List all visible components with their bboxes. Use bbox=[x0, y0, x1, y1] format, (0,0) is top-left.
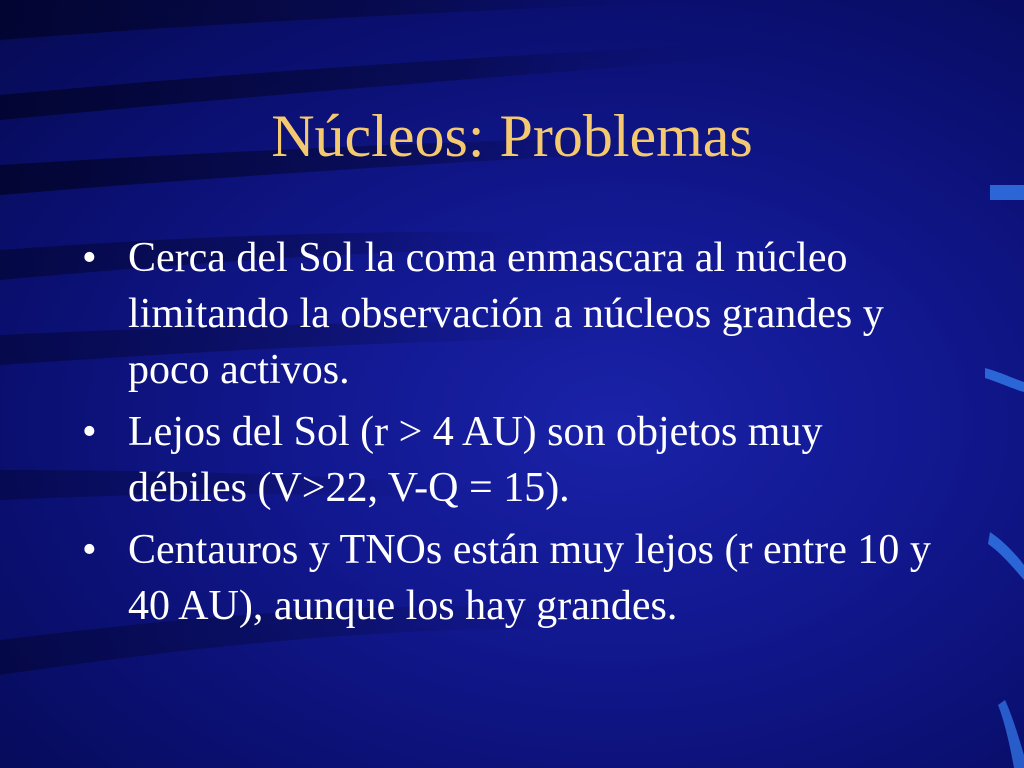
bullet-icon: • bbox=[82, 409, 97, 455]
bullet-item bbox=[82, 404, 942, 516]
bullet-icon: • bbox=[82, 527, 97, 573]
bullet-text: Centauros y TNOs están muy lejos (r entre 10 y 40 AU), aunque los hay grandes. bbox=[128, 527, 931, 629]
bullet-text: Lejos del Sol (r > 4 AU) son objetos muy débiles (V>22, V-Q = 15). bbox=[128, 409, 823, 511]
bullet-item bbox=[82, 230, 942, 398]
bullet-item bbox=[82, 522, 942, 634]
bullet-text: Cerca del Sol la coma enmascara al núcleo limitando la observación a núcleos grandes y poco activos. bbox=[128, 235, 884, 393]
slide-title: Núcleos: Problemas bbox=[271, 103, 753, 169]
bullet-list bbox=[82, 230, 942, 640]
bullet-icon: • bbox=[82, 235, 97, 281]
